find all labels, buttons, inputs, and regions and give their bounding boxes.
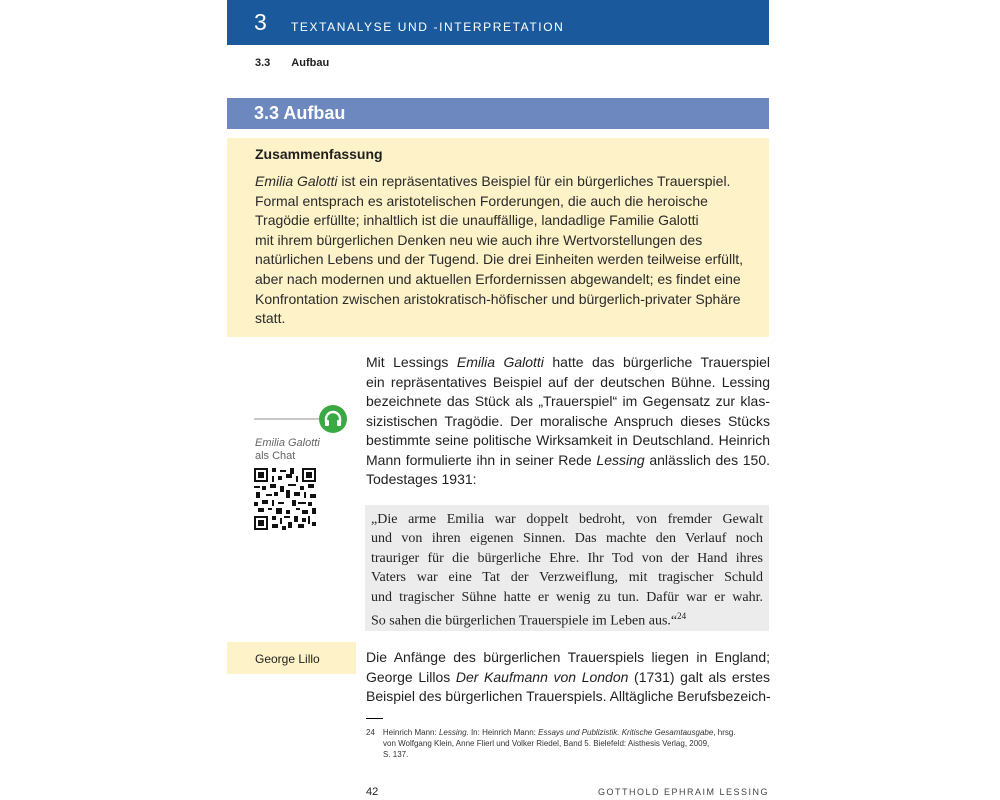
footnote-ref[interactable]: 24 (677, 611, 687, 622)
summary-line: Formal entsprach es aristotelischen Forderungen, die auch die heroische (255, 192, 708, 209)
paragraph-line (366, 353, 770, 373)
paragraph-line: Beispiel des bürgerlichen Trauerspiels. Alltägliche Berufsbezeich- (366, 688, 771, 704)
summary-line: aber nach modernen und aktuellen Erfordernissen abgewandelt; es findet eine (255, 270, 741, 287)
section-title: 3.3 Aufbau (254, 103, 346, 123)
quote-line: trauriger für die bürgerliche Ehre. Ihr Tod von der Hand ihres (371, 550, 763, 566)
sidebar-divider (254, 418, 320, 420)
paragraph-line (366, 451, 770, 471)
summary-line: Tragödie erfüllte; inhaltlich ist die unauffällige, landadlige Familie Galotti (255, 212, 699, 229)
summary-line: Konfrontation zwischen aristokratisch-höfischer und bürgerlich-privater Sphäre (255, 290, 741, 307)
summary-italic: Emilia Galotti (255, 173, 338, 189)
quote-line: Vaters war eine Tat der Verzweiflung, mit tragischer Schuld (371, 570, 763, 586)
paragraph-line (366, 668, 770, 688)
margin-tag (227, 642, 356, 674)
summary-line: natürlichen Lebens und der Tugend. Die drei Einheiten werden teilweise erfüllt, (255, 251, 743, 268)
text-run-italic: Emilia Galotti (456, 354, 544, 370)
text-run: (1731) galt als erstes (628, 668, 770, 685)
chapter-number: 3 (254, 9, 267, 35)
footnote (366, 727, 776, 760)
quote-line: und von ihren eigenen Sinnen. Das machte den Verlauf noch (371, 531, 763, 547)
text-run-italic: Lessing (438, 728, 467, 737)
paragraph-line: Todestages 1931: (366, 471, 477, 487)
text-run-italic: Lessing (596, 451, 645, 468)
text-run-italic: Der Kaufmann von London (455, 668, 629, 685)
sidebar-label-title: Emilia Galotti (255, 437, 320, 449)
summary-line (255, 172, 765, 192)
paragraph-line: Die Anfänge des bürgerlichen Trauerspiels liegen in England; (366, 649, 770, 665)
paragraph-2 (366, 648, 770, 707)
text-run: , hrsg. (713, 728, 736, 737)
footnote-line: von Wolfgang Klein, Anne Flierl und Volker Riedel, Band 5. Bielefeld: Aisthesis Verlag, 2009, (383, 739, 710, 748)
paragraph-line: sizistischen Tragödie. Der moralische Anspruch dieses Stücks (366, 412, 770, 429)
footnote-number: 24 (366, 728, 375, 737)
footnote-line (366, 727, 776, 738)
summary-box (227, 138, 769, 337)
text-run: Heinrich Mann: (382, 728, 439, 737)
text-run: George Lillos (366, 668, 456, 685)
headphones-icon[interactable] (319, 405, 347, 433)
footnote-line: S. 137. (383, 750, 409, 759)
summary-line: statt. (255, 310, 286, 327)
paragraph-line: bestimmte seine politische Wirksamkeit in Deutschland. Heinrich (366, 432, 770, 448)
breadcrumb-number: 3.3 (255, 57, 271, 69)
quote-box (365, 505, 769, 631)
section-heading-bar (227, 98, 769, 129)
sidebar-label-sub: als Chat (255, 450, 296, 462)
summary-heading: Zusammenfassung (255, 146, 383, 162)
summary-line: mit ihrem bürgerlichen Denken neu wie auch ihre Wertvorstellungen des (255, 231, 703, 248)
sidebar-label (255, 437, 320, 463)
running-title: GOTTHOLD EPHRAIM LESSING (597, 787, 769, 797)
quote-line-text: So sahen die bürgerlichen Trauerspiele im Leben aus.“ (371, 613, 678, 629)
page-number: 42 (366, 786, 379, 798)
chapter-header-bar (227, 0, 769, 45)
text-run-italic: Essays und Publizistik. Kritische Gesamtausgabe (538, 728, 714, 737)
text-run: Mann formulierte ihn in seiner Rede (366, 451, 597, 468)
text-run: . In: Heinrich Mann: (466, 728, 539, 737)
summary-line-text: ist ein repräsentatives Beispiel für ein bürgerliches Trauerspiel. (337, 173, 731, 189)
qr-code-icon[interactable] (254, 468, 316, 530)
chapter-title: TEXTANALYSE UND -INTERPRETATION (291, 20, 565, 34)
footnote-divider (366, 718, 383, 719)
text-run: hatte das bürgerliche Trauerspiel (543, 354, 770, 370)
paragraph-line: bezeichnete das Stück als „Trauerspiel“ im Gegensatz zur klas- (366, 393, 770, 409)
breadcrumb (255, 57, 329, 69)
paragraph-line: ein repräsentatives Beispiel auf der deutschen Bühne. Lessing (366, 373, 770, 390)
text-run: anlässlich des 150. (644, 451, 771, 468)
breadcrumb-title: Aufbau (291, 57, 330, 69)
summary-text (255, 172, 765, 329)
quote-text (371, 510, 763, 631)
quote-line (371, 607, 763, 631)
text-run: Mit Lessings (366, 354, 457, 370)
paragraph-1 (366, 353, 770, 490)
margin-tag-label: George Lillo (255, 652, 320, 666)
quote-line: „Die arme Emilia war doppelt bedroht, von fremder Gewalt (371, 512, 763, 527)
quote-line: und tragischer Sühne hatte er wenig zu tun. Dafür war er wahr. (371, 589, 763, 605)
